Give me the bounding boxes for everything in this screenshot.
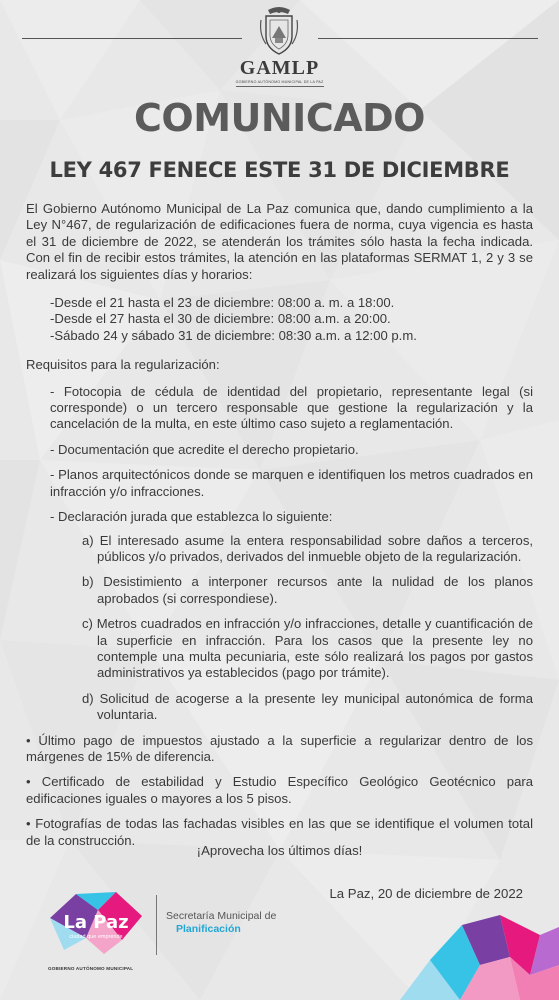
header-divider-left bbox=[22, 38, 242, 39]
logo-tagline: ciudad que emprende bbox=[69, 934, 123, 940]
schedule-list bbox=[26, 295, 533, 344]
declaration-item: c) Metros cuadrados en infracción y/o infracciones, detalle y cuantificación de la superficie en infracción. Para los casos que la presente ley no contemple una multa pecuniaria, este sólo realizará los pagos por gastos administrativos ya establecidos (pago por trámite). bbox=[82, 616, 533, 681]
declaration-list bbox=[50, 533, 533, 724]
page-subtitle: LEY 467 FENECE ESTE 31 DE DICIEMBRE bbox=[49, 158, 510, 182]
requirement-item: - Documentación que acredite el derecho propietario. bbox=[50, 441, 359, 457]
decorative-crystal-graphic bbox=[400, 905, 559, 1000]
declaration-item: a) El interesado asume la entera responsabilidad sobre daños a terceros, públicos y/o privados, derivados del inmueble objeto de la regularización. bbox=[82, 532, 533, 564]
header-divider-right bbox=[318, 38, 538, 39]
schedule-item: -Desde el 21 hasta el 23 de diciembre: 08:00 a. m. a 18:00. bbox=[50, 295, 395, 311]
communique-body bbox=[26, 201, 533, 858]
brand-underline bbox=[236, 86, 324, 87]
page-title: COMUNICADO bbox=[134, 96, 425, 140]
bullet-item: • Certificado de estabilidad y Estudio Específico Geológico Geotécnico para edificaciones iguales o mayores a los 5 pisos. bbox=[26, 774, 533, 806]
requirement-item: - Fotocopia de cédula de identidad del propietario, representante legal (si corresponde) o un tercero responsable que gestione la regularización y la cancelación de la multa, en este último caso sujeto a reglamentación. bbox=[50, 383, 533, 432]
brand-name: GAMLP bbox=[239, 57, 320, 79]
la-paz-logo bbox=[46, 888, 146, 958]
requirement-item: - Declaración jurada que establezca lo siguiente: bbox=[50, 509, 333, 525]
secretariat-name: Secretaría Municipal de bbox=[166, 910, 277, 922]
requirement-item: - Planos arquitectónicos donde se marquen e identifiquen los metros cuadrados en infracción y/o infracciones. bbox=[50, 467, 533, 499]
footer-government-name: GOBIERNO AUTÓNOMO MUNICIPAL bbox=[48, 966, 134, 971]
call-to-action: ¡Aprovecha los últimos días! bbox=[196, 843, 363, 858]
bullet-list bbox=[26, 733, 533, 849]
logo-wordmark: La Paz bbox=[63, 912, 129, 933]
declaration-item: d) Solicitud de acogerse a la presente ley municipal autonómica de forma voluntaria. bbox=[82, 690, 533, 723]
requirements-title: Requisitos para la regularización: bbox=[26, 357, 220, 373]
footer-divider bbox=[156, 895, 157, 955]
schedule-item: -Sábado 24 y sábado 31 de diciembre: 08:30 a.m. a 12:00 p.m. bbox=[50, 327, 417, 343]
brand-subtitle: GOBIERNO AUTÓNOMO MUNICIPAL DE LA PAZ bbox=[235, 80, 324, 84]
bullet-item: • Último pago de impuestos ajustado a la superficie a regularizar dentro de los márgenes de 15% de diferencia. bbox=[26, 732, 533, 764]
schedule-item: -Desde el 27 hasta el 30 de diciembre: 08:00 a.m. a 20:00. bbox=[50, 311, 391, 327]
issue-date: La Paz, 20 de diciembre de 2022 bbox=[329, 886, 523, 901]
secretariat-department: Planificación bbox=[176, 923, 241, 935]
intro-paragraph: El Gobierno Autónomo Municipal de La Paz comunica que, dando cumplimiento a la Ley N°467, de regularización de edificaciones fuera de norma, cuya vigencia es hasta el 31 de diciembre de 2022, se atenderán los trámites sólo hasta la fecha indicada. Con el fin de recibir estos trámites, la atención en las plataformas SERMAT 1, 2 y 3 se realizará los siguientes días y horarios: bbox=[26, 201, 533, 282]
bullet-item: • Fotografías de todas las fachadas visibles en las que se identifique el volumen total de la construcción. bbox=[26, 816, 533, 848]
requirements-list bbox=[26, 384, 533, 724]
declaration-item: b) Desistimiento a interponer recursos ante la nulidad de los planos aprobados (si correspondiese). bbox=[82, 574, 533, 606]
coat-of-arms-icon bbox=[258, 4, 300, 58]
